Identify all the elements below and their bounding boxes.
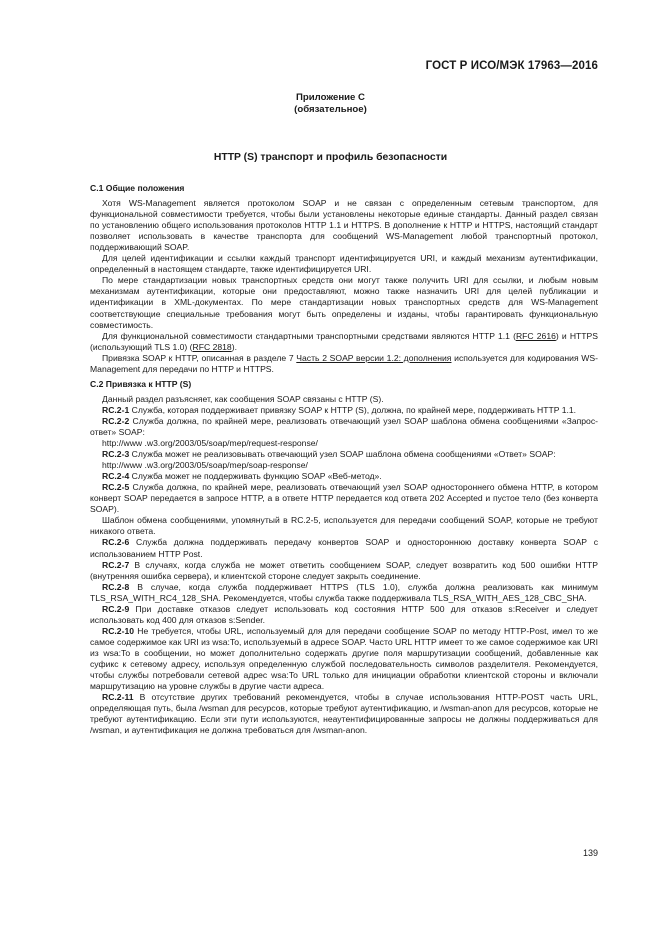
rule-id: RC.2-3 xyxy=(102,449,130,460)
text-span: Привязка SOAP к HTTP, описанная в разделе 7 xyxy=(102,352,297,363)
rule xyxy=(90,692,598,736)
rule-text: При доставке отказов следует использовать код состояния HTTP 500 для отказов s:Receiver и следует использовать код 400 для отказов s:Sender. xyxy=(90,603,598,625)
rule-text: Служба может не реализовывать отвечающий узел SOAP шаблона обмена сообщениями «Ответ» SOAP: xyxy=(129,449,556,460)
rule xyxy=(90,471,598,482)
paragraph: Шаблон обмена сообщениями, упомянутый в RC.2-5, используется для передачи сообщений SOAP, которые не требуют никакого ответа. xyxy=(90,515,598,537)
rule xyxy=(90,449,598,460)
annex-status: (обязательное) xyxy=(294,104,367,115)
rule-text: В случаях, когда служба не может ответить сообщением SOAP, следует возвратить код 500 ошибки HTTP (внутренняя ошибка сервера), и клиентской стороне следует закрыть соединение. xyxy=(90,559,598,581)
rule-text: В случае, когда служба поддерживает HTTPS (TLS 1.0), служба должна реализовать как минимум TLS_RSA_WITH_RC4_128_SHA. Рекомендуется, чтобы служба также поддерживала TLS_RSA_WITH_AES_128_CBC_SHA. xyxy=(90,581,598,603)
rule-id: RC.2-2 xyxy=(102,415,130,426)
rule-text: В отсутствие других требований рекомендуется, чтобы в случае использования HTTP-POST часть URL, определяющая путь, была /wsman для ресурсов, которые требуют аутентификацию, и /wsman-anon для ресурсов, которые не требуют аутентификацию. Если эти пути используются, неаутентифицированные запросы не должны поддерживаться для /wsman, и аутентификация не должна требоваться для /wsman-anon. xyxy=(90,692,598,736)
rule-id: RC.2-8 xyxy=(102,581,130,592)
rule-text: Служба должна, по крайней мере, реализовать отвечающий узел SOAP одностороннего обмена HTTP, в котором конверт SOAP передается в запросе HTTP, а в ответе HTTP передается код ответа 202 Accepted и пустое тело (без конверта SOAP). xyxy=(90,482,598,515)
rule xyxy=(90,626,598,692)
rule xyxy=(90,560,598,582)
rule-id: RC.2-7 xyxy=(102,559,130,570)
paragraph xyxy=(90,353,598,375)
section-heading: С.1 Общие положения xyxy=(90,183,185,193)
standard-header: ГОСТ Р ИСО/МЭК 17963—2016 xyxy=(425,60,598,72)
rule xyxy=(90,537,598,559)
paragraph: Данный раздел разъясняет, как сообщения SOAP связаны с HTTP (S). xyxy=(102,393,384,404)
url-text: http://www .w3.org/2003/05/soap/mep/soap-response/ xyxy=(102,460,308,471)
text-span: Для функциональной совместимости стандартными транспортными средствами являются HTTP 1.1 ( xyxy=(102,330,516,341)
text-span: используется для кодирования WS-Management для передачи по HTTP и HTTPS. xyxy=(90,352,599,374)
rule xyxy=(90,482,598,515)
document-body xyxy=(90,183,598,736)
text-span: ). xyxy=(231,341,237,352)
rule-id: RC.2-10 xyxy=(102,625,134,636)
rule-text: Служба должна, по крайней мере, реализовать отвечающий узел SOAP шаблона обмена сообщениями «Запрос-ответ» SOAP: xyxy=(90,415,598,437)
rule-id: RC.2-4 xyxy=(102,471,130,482)
rule xyxy=(90,582,598,604)
rule xyxy=(90,604,598,626)
paragraph: Хотя WS-Management является протоколом SOAP и не связан с определенным сетевым транспортом, для функциональной совместимости требуется, чтобы были установлены некоторые единые стандарты. Данный раздел связан по установлению общего использования протоколов HTTP 1.1 и HTTPS. В дополнение к HTTP и HTTPS, настоящий стандарт позволяет использовать в качестве транспорта для сообщений WS-Management любой транспортный протокол, поддерживающий SOAP. xyxy=(90,198,598,253)
rule-text: Служба должна поддерживать передачу конвертов SOAP и одностороннюю доставку конверта SOAP с использованием HTTP Post. xyxy=(90,537,598,559)
rule-id: RC.2-6 xyxy=(102,537,130,548)
paragraph xyxy=(90,331,598,353)
rule-text: Не требуется, чтобы URL, используемый для для передачи сообщение SOAP по методу HTTP-Post, имел то же самое содержимое как URI из wsa:To, используемый в адресе SOAP. Часто URL HTTP имеет то же самое содержимое как URI из wsa:To в сообщении, но может дополнительно содержать другие поля маршрутизации сообщений, добавленные как суфикс к сетевому адресу, используя определенную службой последовательность символов разделителя. Рекомендуется, чтобы службы потребовали сетевой адрес wsa:To URL только для инициации обработки клиентской стороны и включали маршрутизацию на уровне службы в другие части адреса. xyxy=(90,625,598,692)
annex-title: Приложение С xyxy=(296,92,365,103)
rule-text: Служба может не поддерживать функцию SOAP «Веб-метод». xyxy=(129,471,382,482)
rule xyxy=(90,416,598,438)
text-span: ) и HTTPS (использующий TLS 1.0) ( xyxy=(90,330,599,352)
soap-part2-link[interactable]: Часть 2 SOAP версии 1.2: дополнения xyxy=(296,352,452,363)
rfc-2818-link[interactable]: RFC 2818 xyxy=(192,341,232,352)
section-heading: С.2 Привязка к HTTP (S) xyxy=(90,378,192,389)
rule-id: RC.2-1 xyxy=(102,404,130,415)
page-number: 139 xyxy=(582,848,598,858)
rule-text: Служба, которая поддерживает привязку SOAP к HTTP (S), должна, по крайней мере, поддерживать HTTP 1.1. xyxy=(129,404,577,415)
paragraph: По мере стандартизации новых транспортных средств они могут также получить URI для ссылки, и любым новым механизмам аутентификации, которые они предоставляют, можно также назначить URI для целей публикации и идентификации в XML-документах. По мере стандартизации новых транспортных средств для WS-Management соответствующие специальные требования могут быть определены и изданы, чтобы гарантировать функциональную совместимость. xyxy=(90,275,598,330)
rule xyxy=(90,405,598,416)
rule-id: RC.2-9 xyxy=(102,603,130,614)
rule-id: RC.2-11 xyxy=(102,692,134,703)
url-text: http://www .w3.org/2003/05/soap/mep/request-response/ xyxy=(102,438,318,449)
rule-id: RC.2-5 xyxy=(102,482,130,493)
paragraph: Для целей идентификации и ссылки каждый транспорт идентифицируется URI, и каждый механизм аутентификации, определенный в настоящем стандарте, также идентифицируется URI. xyxy=(90,253,598,275)
document-title: HTTP (S) транспорт и профиль безопасности xyxy=(213,152,448,163)
rfc-2616-link[interactable]: RFC 2616 xyxy=(515,330,556,341)
